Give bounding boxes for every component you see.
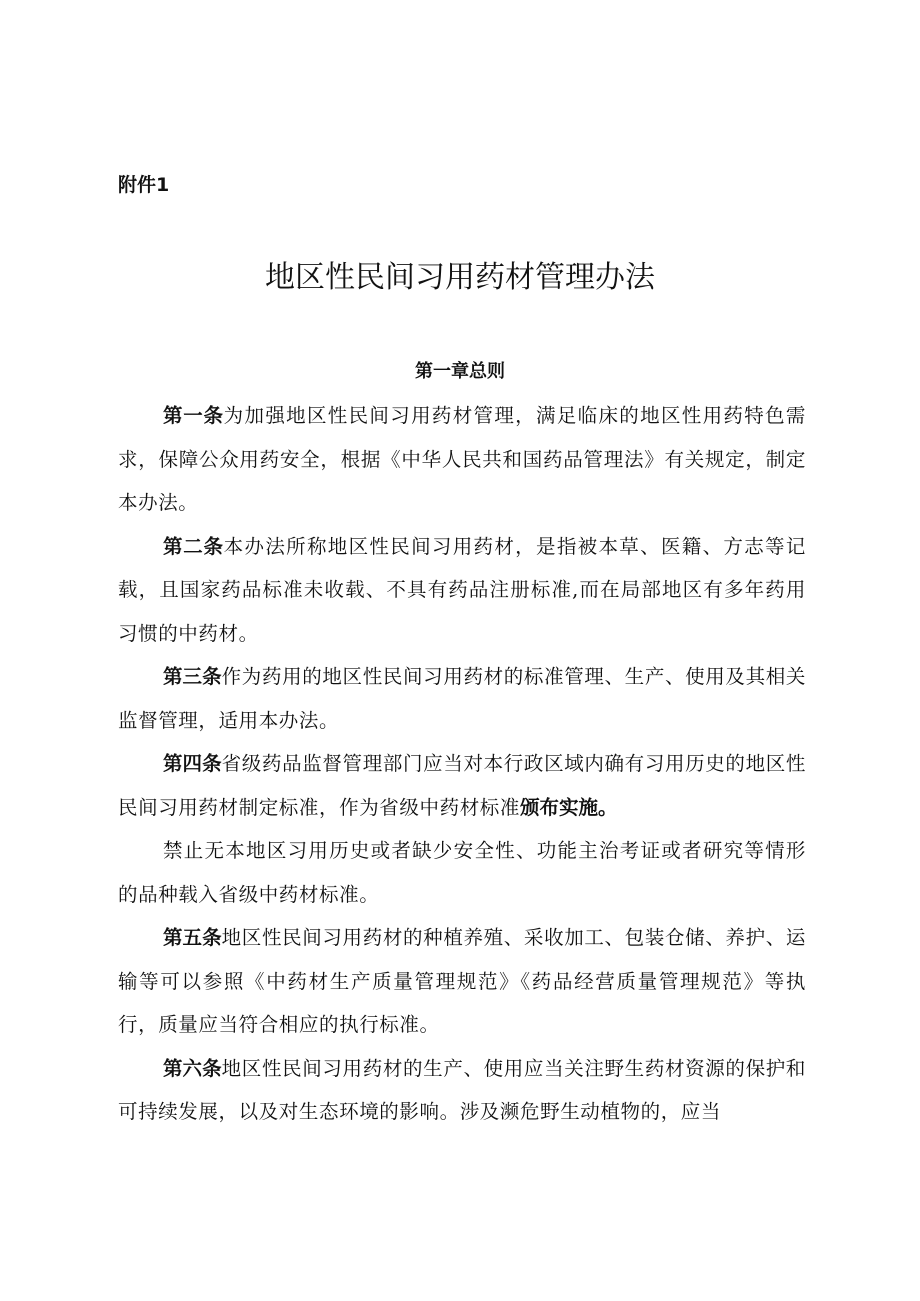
- article-4: [118, 742, 806, 829]
- article-1: [118, 394, 806, 525]
- chapter-heading: 第一章总则: [415, 361, 505, 382]
- article-6: [118, 1047, 806, 1134]
- article-label: 第六条: [163, 1056, 222, 1080]
- article-label: 第二条: [163, 534, 224, 558]
- article-2: [118, 525, 806, 656]
- article-5: [118, 916, 806, 1047]
- annex-label: 附件1: [118, 174, 170, 196]
- article-4-paragraph-2: [118, 829, 806, 916]
- article-text: 禁止无本地区习用历史或者缺少安全性、功能主治考证或者研究等情形的品种载入省级中药材标准。: [118, 839, 806, 906]
- article-text-tail: 颁布实施。: [520, 795, 618, 819]
- article-3: [118, 655, 806, 742]
- article-text: 地区性民间习用药材的生产、使用应当关注野生药材资源的保护和可持续发展，以及对生态环境的影响。涉及濒危野生动植物的，应当: [118, 1056, 806, 1123]
- article-text: 省级药品监督管理部门应当对本行政区域内确有习用历史的地区性民间习用药材制定标准，作为省级中药材标准: [118, 752, 806, 819]
- article-label: 第一条: [163, 404, 224, 427]
- document-title: 地区性民间习用药材管理办法: [265, 260, 655, 295]
- article-text: 本办法所称地区性民间习用药材，是指被本草、医籍、方志等记载，且国家药品标准未收载、不具有药品注册标准,而在局部地区有多年药用习惯的中药材。: [118, 534, 806, 645]
- article-label: 第三条: [163, 665, 222, 688]
- article-text: 地区性民间习用药材的种植养殖、采收加工、包装仓储、养护、运输等可以参照《中药材生产质量管理规范》《药品经营质量管理规范》等执行，质量应当符合相应的执行标准。: [118, 926, 806, 1036]
- article-text: 为加强地区性民间习用药材管理，满足临床的地区性用药特色需求，保障公众用药安全，根据《中华人民共和国药品管理法》有关规定，制定本办法。: [118, 404, 806, 514]
- article-label: 第五条: [163, 926, 222, 949]
- article-text: 作为药用的地区性民间习用药材的标准管理、生产、使用及其相关监督管理，适用本办法。: [118, 665, 806, 732]
- article-label: 第四条: [163, 752, 222, 775]
- document-body: [118, 394, 806, 1134]
